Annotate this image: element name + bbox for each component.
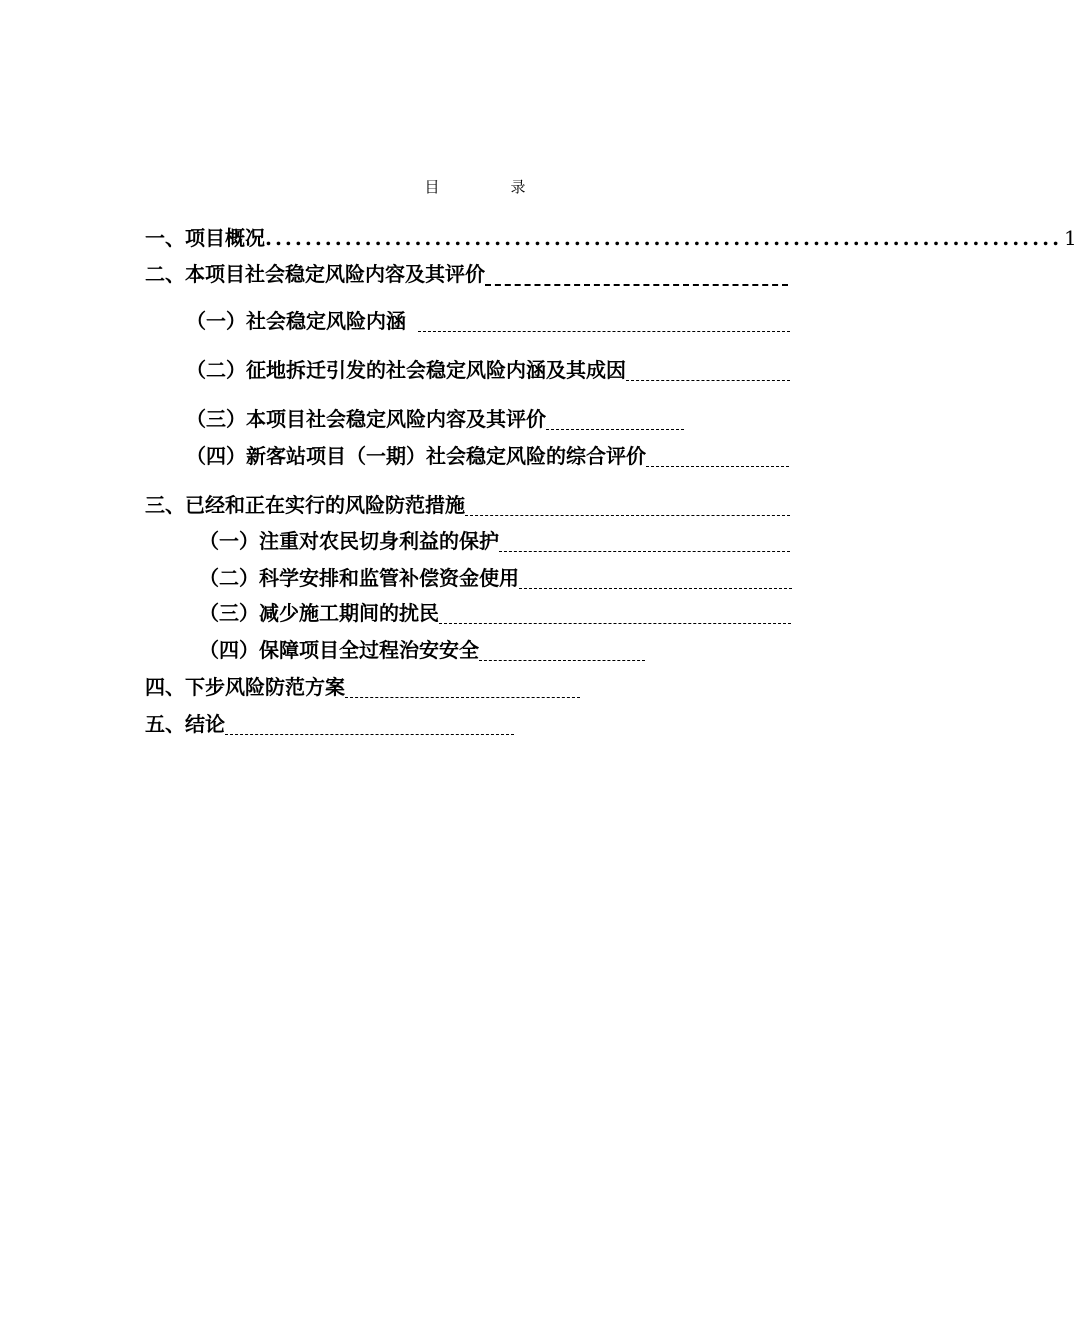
toc-entry-2[interactable] bbox=[145, 258, 788, 288]
toc-entry-text: （三）本项目社会稳定风险内容及其评价 bbox=[186, 407, 546, 431]
toc-entry-2-4[interactable] bbox=[186, 440, 789, 470]
toc-entry-text: 三、已经和正在实行的风险防范措施 bbox=[145, 493, 465, 517]
toc-leader bbox=[646, 466, 789, 467]
toc-page-number: 1 bbox=[1064, 226, 1077, 250]
toc-leader bbox=[479, 660, 645, 661]
toc-entry-1[interactable] bbox=[145, 222, 1077, 252]
toc-entry-text: 五、结论 bbox=[145, 712, 225, 736]
toc-leader bbox=[225, 734, 514, 735]
toc-leader bbox=[626, 380, 790, 381]
toc-entry-3-1[interactable] bbox=[199, 525, 790, 555]
toc-leader-dots: ................................................................................ bbox=[265, 226, 1063, 250]
toc-entry-3[interactable] bbox=[145, 489, 790, 519]
toc-entry-3-4[interactable] bbox=[199, 634, 645, 664]
toc-entry-text: （四）新客站项目（一期）社会稳定风险的综合评价 bbox=[186, 444, 646, 468]
toc-entry-text: （四）保障项目全过程治安安全 bbox=[199, 638, 479, 662]
toc-leader bbox=[499, 551, 790, 552]
toc-leader bbox=[485, 284, 788, 286]
toc-entry-text: （二）征地拆迁引发的社会稳定风险内涵及其成因 bbox=[186, 358, 626, 382]
toc-entry-4[interactable] bbox=[145, 671, 580, 701]
toc-entry-2-2[interactable] bbox=[186, 354, 790, 384]
toc-entry-text: （三）减少施工期间的扰民 bbox=[199, 601, 439, 625]
toc-entry-3-2[interactable] bbox=[199, 562, 792, 592]
toc-entry-2-3[interactable] bbox=[186, 403, 684, 433]
toc-entry-2-1[interactable] bbox=[186, 305, 790, 335]
toc-entry-3-3[interactable] bbox=[199, 597, 791, 627]
toc-leader bbox=[546, 429, 684, 430]
toc-entry-text: （一）注重对农民切身利益的保护 bbox=[199, 529, 499, 553]
toc-entry-text: （一）社会稳定风险内涵 bbox=[186, 309, 406, 333]
toc-leader bbox=[465, 515, 790, 516]
toc-leader bbox=[418, 331, 790, 332]
toc-leader bbox=[345, 697, 580, 698]
toc-entry-text: 一、项目概况 bbox=[145, 226, 265, 250]
toc-entry-text: 二、本项目社会稳定风险内容及其评价 bbox=[145, 262, 485, 286]
toc-leader bbox=[519, 588, 792, 589]
toc-entry-text: 四、下步风险防范方案 bbox=[145, 675, 345, 699]
toc-leader bbox=[439, 623, 791, 624]
toc-entry-5[interactable] bbox=[145, 708, 514, 738]
toc-entry-text: （二）科学安排和监管补偿资金使用 bbox=[199, 566, 519, 590]
toc-title: 目 录 bbox=[424, 178, 554, 196]
